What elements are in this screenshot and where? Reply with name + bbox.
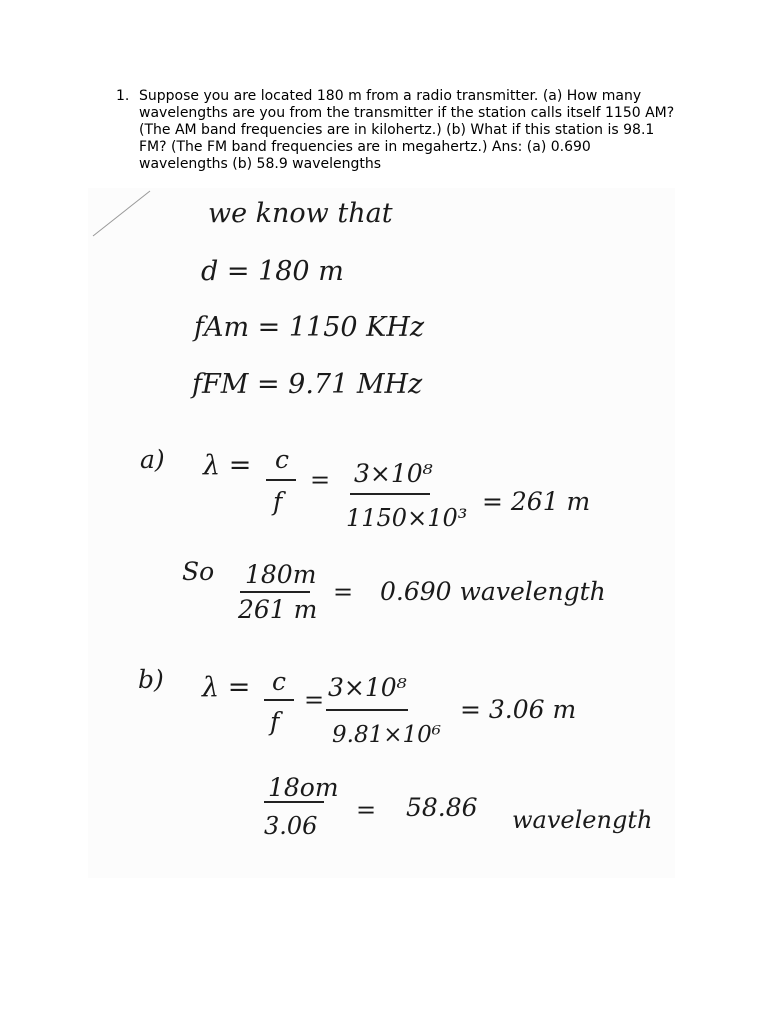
part-b-ratio-equals: = — [356, 796, 377, 824]
part-a-ratio-result: 0.690 wavelength — [380, 577, 606, 606]
part-b-ratio-denominator: 3.06 — [264, 812, 318, 840]
part-b-ratio-numerator: 18om — [268, 773, 339, 802]
handwriting-canvas — [88, 188, 675, 878]
problem-text: Suppose you are located 180 m from a radio transmitter. (a) How many wavelengths are you from the transmitter if the station calls itself 1150 AM? (The AM band frequencies are in kilohertz.) (b) What if this station is 98.1 FM? (The FM band frequencies are in megahertz.) Ans: (a) 0.690 wavelengths (b) 58.9 wavelengths — [139, 88, 675, 172]
part-a-equals: = — [310, 466, 331, 494]
part-b-f: f — [270, 707, 280, 736]
part-a-numerator: 3×10⁸ — [354, 459, 433, 488]
given-am-frequency: fAm = 1150 KHz — [194, 312, 425, 343]
part-b-label: b) — [138, 665, 164, 694]
part-a-so: So — [182, 557, 215, 586]
part-b-denominator: 9.81×10⁶ — [332, 722, 441, 748]
part-b-ratio-result: 58.86 — [406, 793, 478, 822]
part-a-result: = 261 m — [482, 487, 591, 516]
intro-text: we know that — [208, 198, 393, 229]
part-a-f: f — [273, 487, 283, 516]
problem-statement — [116, 88, 676, 173]
problem-number: 1. — [116, 88, 130, 104]
part-a-ratio-equals: = — [333, 578, 354, 606]
stray-pen-stroke — [93, 191, 150, 236]
part-b-ratio-unit: wavelength — [512, 806, 653, 834]
part-a-lambda: λ = — [203, 450, 252, 481]
given-fm-frequency: fFM = 9.71 MHz — [192, 369, 423, 400]
part-a-c: c — [275, 445, 290, 474]
part-a-label: a) — [140, 445, 165, 474]
part-b-numerator: 3×10⁸ — [328, 673, 407, 702]
part-b-equals: = — [304, 686, 325, 714]
part-a-ratio-denominator: 261 m — [238, 595, 318, 624]
part-b-lambda: λ = — [202, 672, 251, 703]
part-a-ratio-numerator: 180m — [245, 560, 317, 589]
part-a-denominator: 1150×10³ — [346, 504, 468, 532]
given-distance: d = 180 m — [201, 256, 344, 287]
handwritten-solution-image — [88, 188, 675, 878]
part-b-c: c — [272, 667, 287, 696]
part-b-result: = 3.06 m — [460, 695, 577, 724]
